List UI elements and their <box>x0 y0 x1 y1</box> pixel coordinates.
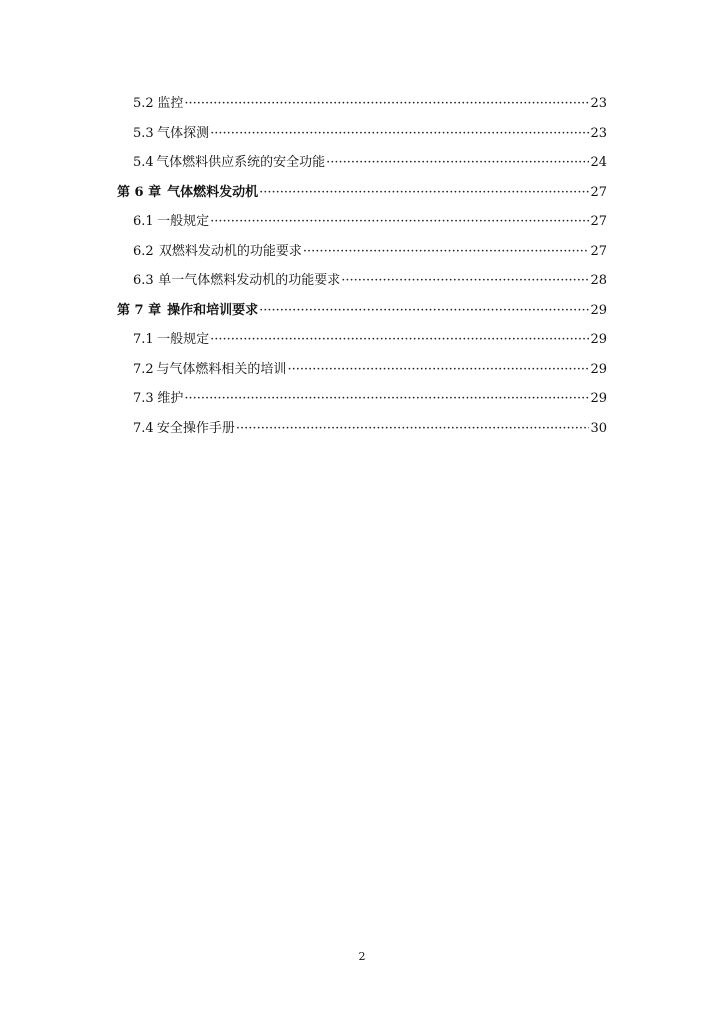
dot-leader <box>184 391 589 406</box>
toc-entry-title: 一般规定 <box>157 214 210 229</box>
toc-entry[interactable] <box>117 151 607 181</box>
toc-entry-page: 23 <box>590 96 607 111</box>
toc-entry-page: 29 <box>590 361 607 377</box>
toc-entry-number: 5.4 <box>133 155 154 170</box>
toc-entry-number: 7.4 <box>133 420 154 436</box>
dot-leader <box>210 332 589 347</box>
toc-entry-title: 一般规定 <box>157 332 210 347</box>
toc-entry-page: 24 <box>590 155 607 170</box>
toc-entry-number: 6.1 <box>133 214 154 229</box>
toc-entry-page: 28 <box>590 273 607 288</box>
dot-leader <box>259 303 589 318</box>
toc-entry-title: 双燃料发动机的功能要求 <box>158 243 302 259</box>
toc-entry[interactable] <box>117 92 607 122</box>
toc-entry[interactable] <box>117 240 607 270</box>
toc-entry-number: 5.3 <box>133 125 154 141</box>
toc-entry-page: 29 <box>590 302 607 318</box>
toc-chapter-number: 第 6 章 <box>117 184 162 200</box>
toc-entry[interactable] <box>117 358 607 388</box>
dot-leader <box>210 214 589 229</box>
toc-entry[interactable] <box>117 328 607 358</box>
toc-entry[interactable] <box>117 387 607 417</box>
page-number: 2 <box>358 950 366 963</box>
toc-entry-page: 23 <box>590 125 607 141</box>
toc-chapter-number: 第 7 章 <box>117 302 162 318</box>
dot-leader <box>326 155 589 170</box>
toc-entry-number: 6.3 <box>133 273 154 288</box>
toc-entry-number: 7.1 <box>133 332 154 347</box>
toc-entry-title: 安全操作手册 <box>156 420 235 436</box>
dot-leader <box>341 273 589 288</box>
toc-entry-page: 30 <box>590 420 607 436</box>
dot-leader <box>259 185 589 200</box>
dot-leader <box>184 96 589 111</box>
dot-leader <box>303 244 590 259</box>
toc-entry[interactable] <box>117 417 607 447</box>
toc-entry-title: 监控 <box>157 96 184 111</box>
toc-entry[interactable] <box>117 269 607 299</box>
table-of-contents <box>117 92 607 446</box>
toc-entry-number: 7.3 <box>133 391 154 406</box>
toc-entry-title: 维护 <box>157 391 184 406</box>
toc-entry-page: 29 <box>590 332 607 347</box>
dot-leader <box>210 126 589 141</box>
toc-entry-number: 5.2 <box>133 96 154 111</box>
toc-chapter-title: 操作和培训要求 <box>167 302 259 318</box>
toc-entry-page: 27 <box>590 184 607 200</box>
toc-chapter-entry[interactable] <box>117 181 607 211</box>
toc-entry[interactable] <box>117 122 607 152</box>
toc-entry-page: 29 <box>590 391 607 406</box>
toc-entry-number: 7.2 <box>133 361 154 377</box>
dot-leader <box>236 421 590 436</box>
toc-entry-number: 6.2 <box>133 243 154 259</box>
toc-entry-title: 气体燃料供应系统的安全功能 <box>156 155 326 170</box>
toc-chapter-title: 气体燃料发动机 <box>167 184 259 200</box>
toc-entry-page: 27 <box>590 243 607 259</box>
toc-entry-title: 气体探测 <box>157 125 210 141</box>
toc-entry-title: 单一气体燃料发动机的功能要求 <box>158 273 341 288</box>
toc-chapter-entry[interactable] <box>117 299 607 329</box>
dot-leader <box>287 362 589 377</box>
toc-entry-title: 与气体燃料相关的培训 <box>156 361 287 377</box>
toc-entry-page: 27 <box>590 214 607 229</box>
toc-entry[interactable] <box>117 210 607 240</box>
